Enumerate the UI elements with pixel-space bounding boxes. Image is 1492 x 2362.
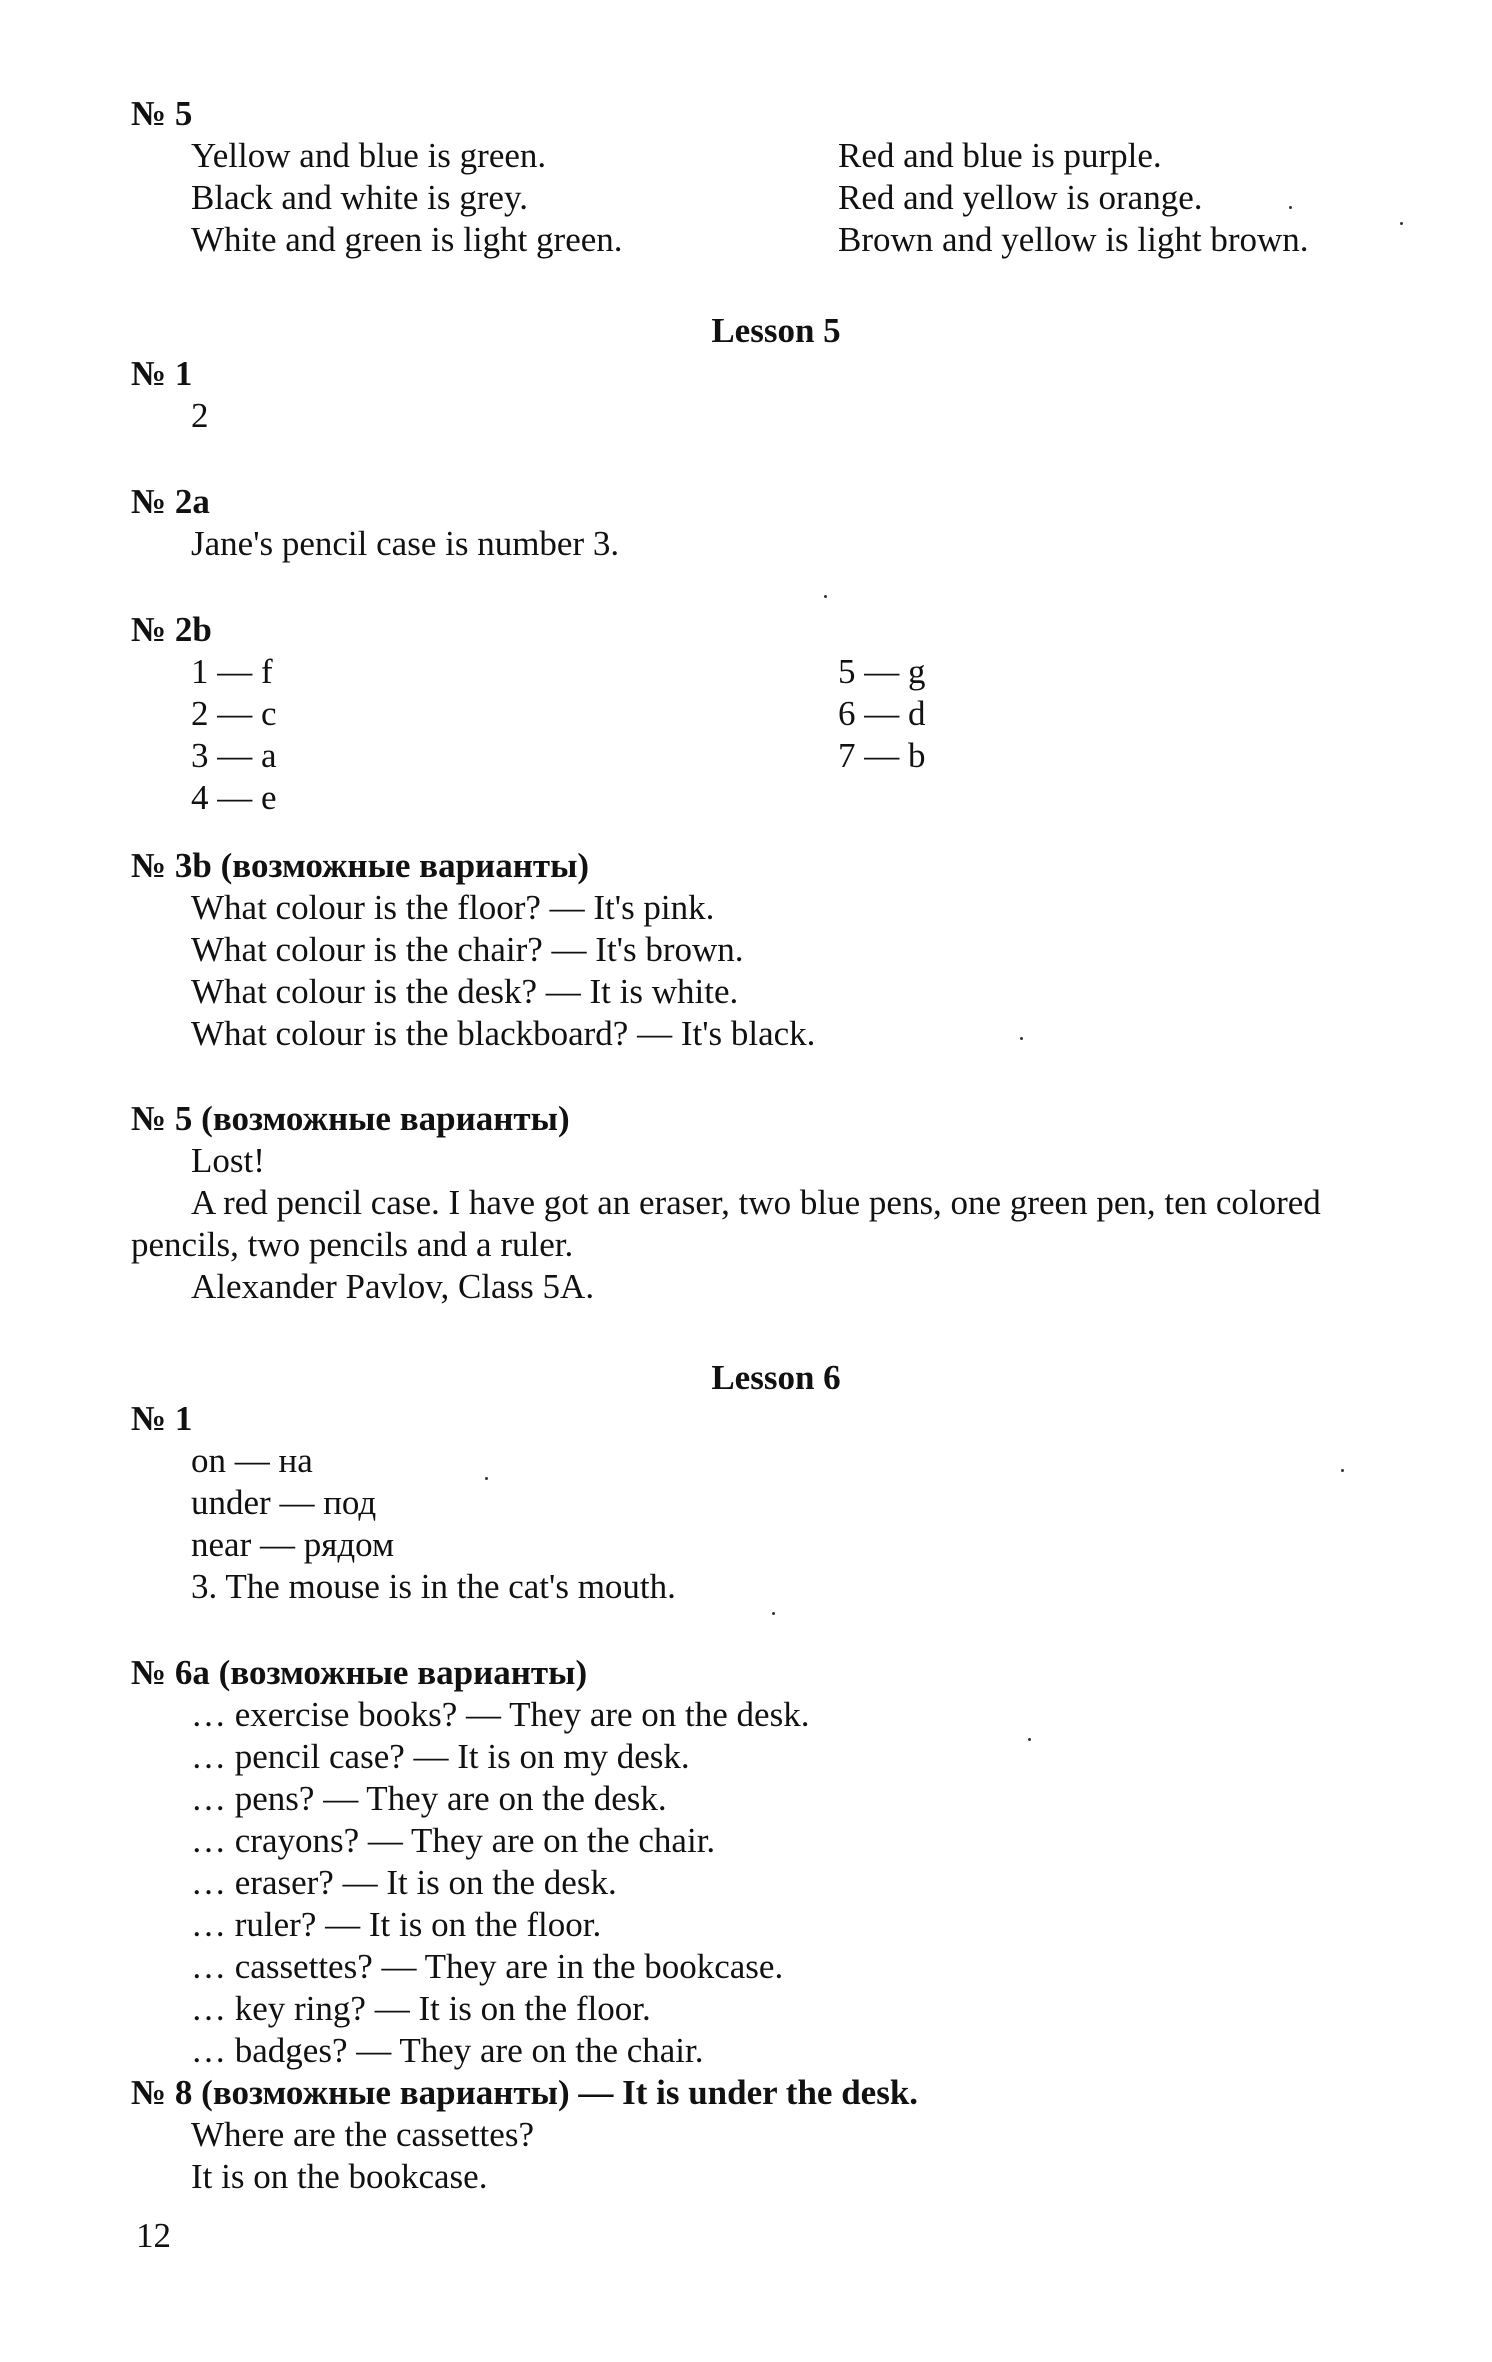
exercise-heading: № 2b xyxy=(131,610,212,649)
answer-line: Red and blue is purple. xyxy=(838,136,1162,175)
exercise-5-top xyxy=(131,93,1441,261)
answer-line: Yellow and blue is green. xyxy=(191,136,547,175)
answer-line: on — на xyxy=(191,1441,313,1480)
exercise-heading: № 8 (возможные варианты) — It is under the desk. xyxy=(131,2073,919,2112)
answer-line: 5 — g xyxy=(838,652,926,691)
answer-line: 6 — d xyxy=(838,694,926,733)
page-number: 12 xyxy=(136,2216,171,2255)
answer-line: Brown and yellow is light brown. xyxy=(838,220,1309,259)
exercise-heading: № 2a xyxy=(131,482,210,521)
answer-list xyxy=(131,887,1441,1055)
scan-speck xyxy=(1341,1469,1344,1472)
answer-line: … key ring? — It is on the floor. xyxy=(191,1989,651,2028)
lesson5-exercise-2b xyxy=(131,609,1441,819)
scan-speck xyxy=(772,1612,775,1615)
right-column xyxy=(838,651,926,777)
scan-speck xyxy=(1028,1738,1031,1741)
answer-line: … pencil case? — It is on my desk. xyxy=(191,1737,690,1776)
lesson6-exercise-6a xyxy=(131,1652,1441,2198)
left-column xyxy=(131,651,1441,819)
exercise-heading: № 5 xyxy=(131,94,193,133)
scan-speck xyxy=(1020,1037,1023,1040)
exercise-heading: № 1 xyxy=(131,354,193,393)
answer-line: … pens? — They are on the desk. xyxy=(191,1779,667,1818)
scan-speck xyxy=(1400,222,1403,225)
answer-line: Where are the cassettes? xyxy=(191,2115,534,2154)
answer-line: 2 xyxy=(191,396,209,435)
answer-line: Lost! xyxy=(191,1141,265,1180)
lesson5-exercise-1 xyxy=(131,353,1441,437)
answer-line: under — под xyxy=(191,1483,377,1522)
answer-line: What colour is the blackboard? — It's black. xyxy=(191,1014,816,1053)
answer-line: 4 — e xyxy=(191,778,277,817)
exercise-heading: № 1 xyxy=(131,1399,193,1438)
scan-speck xyxy=(1289,206,1292,209)
answer-list xyxy=(131,2114,1441,2198)
answer-line: 3. The mouse is in the cat's mouth. xyxy=(191,1567,676,1606)
answer-line: 3 — a xyxy=(191,736,277,775)
lesson5-exercise-3b xyxy=(131,845,1441,1055)
answer-line: … crayons? — They are on the chair. xyxy=(191,1821,716,1860)
lesson6-exercise-1 xyxy=(131,1398,1441,1608)
answer-paragraph: A red pencil case. I have got an eraser, two blue pens, one green pen, ten colored xyxy=(191,1183,1321,1222)
answer-line: Red and yellow is orange. xyxy=(838,178,1203,217)
right-column xyxy=(838,135,1309,261)
lesson-6-title: Lesson 6 xyxy=(711,1358,841,1397)
exercise-heading: № 6a (возможные варианты) xyxy=(131,1653,588,1692)
answer-list xyxy=(131,1694,1441,2072)
answer-line: Jane's pencil case is number 3. xyxy=(191,524,620,563)
answer-line: What colour is the floor? — It's pink. xyxy=(191,888,715,927)
scan-speck xyxy=(824,595,827,598)
lesson5-exercise-2a xyxy=(131,481,1441,565)
answer-line: Alexander Pavlov, Class 5A. xyxy=(191,1267,595,1306)
exercise-heading: № 5 (возможные варианты) xyxy=(131,1099,570,1138)
answer-line: … ruler? — It is on the floor. xyxy=(191,1905,602,1944)
answer-line: … cassettes? — They are in the bookcase. xyxy=(191,1947,784,1986)
answer-paragraph-continued: pencils, two pencils and a ruler. xyxy=(131,1225,574,1264)
answer-line: near — рядом xyxy=(191,1525,395,1564)
answer-line: What colour is the desk? — It is white. xyxy=(191,972,739,1011)
lesson5-exercise-5 xyxy=(131,1098,1441,1308)
answer-line: … exercise books? — They are on the desk. xyxy=(191,1695,810,1734)
answer-line: Black and white is grey. xyxy=(191,178,528,217)
answer-line: 2 — c xyxy=(191,694,277,733)
answer-line: 7 — b xyxy=(838,736,926,775)
answer-line: White and green is light green. xyxy=(191,220,623,259)
answer-line: What colour is the chair? — It's brown. xyxy=(191,930,744,969)
lesson-5-title: Lesson 5 xyxy=(711,311,841,350)
answer-line: 1 — f xyxy=(191,652,273,691)
answer-line: … eraser? — It is on the desk. xyxy=(191,1863,617,1902)
exercise-heading: № 3b (возможные варианты) xyxy=(131,846,590,885)
answer-list xyxy=(131,1440,1441,1608)
answer-line: … badges? — They are on the chair. xyxy=(191,2031,704,2070)
scan-speck xyxy=(485,1477,488,1480)
answer-line: It is on the bookcase. xyxy=(191,2157,488,2196)
